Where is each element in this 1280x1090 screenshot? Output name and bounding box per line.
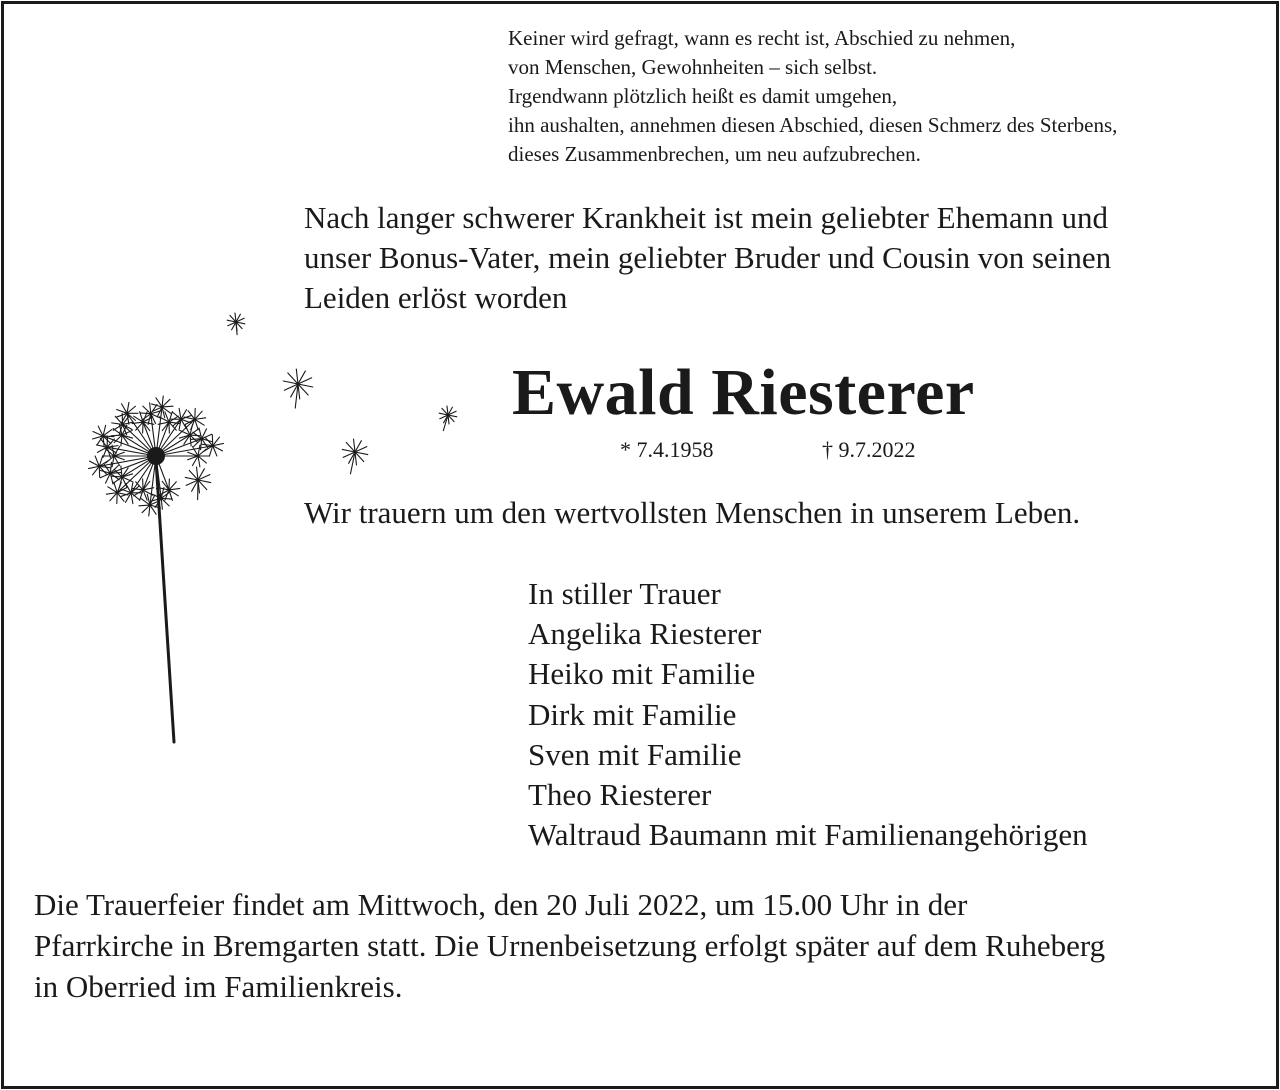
mourner-name: Dirk mit Familie <box>528 696 737 732</box>
intro-line: Leiden erlöst worden <box>304 280 568 315</box>
service-info <box>34 884 1105 1007</box>
poem-line: Keiner wird gefragt, wann es recht ist, Abschied zu nehmen, <box>508 26 1016 50</box>
mourner-name: Sven mit Familie <box>528 736 742 772</box>
deceased-name: Ewald Riesterer <box>512 356 975 429</box>
grief-statement: Wir trauern um den wertvollsten Menschen in unserem Leben. <box>304 495 1081 530</box>
death-date: † 9.7.2022 <box>822 437 916 462</box>
poem-line: dieses Zusammenbrechen, um neu aufzubrechen. <box>508 142 921 166</box>
poem-line: ihn aushalten, annehmen diesen Abschied, diesen Schmerz des Sterbens, <box>508 113 1118 137</box>
mourner-name: Angelika Riesterer <box>528 616 762 652</box>
intro-line: unser Bonus-Vater, mein geliebter Bruder und Cousin von seinen <box>304 240 1112 275</box>
poem-line: Irgendwann plötzlich heißt es damit umgehen, <box>508 84 898 108</box>
service-line: Die Trauerfeier findet am Mittwoch, den 20 Juli 2022, um 15.00 Uhr in der <box>34 887 968 922</box>
service-line: Pfarrkirche in Bremgarten statt. Die Urnenbeisetzung erfolgt später auf dem Ruheberg <box>34 928 1106 963</box>
mourners-list <box>528 574 1088 855</box>
service-line: in Oberried im Familienkreis. <box>34 969 403 1004</box>
mourner-name: Waltraud Baumann mit Familienangehörigen <box>528 817 1088 853</box>
mourners-heading: In stiller Trauer <box>528 576 721 611</box>
mourner-name: Heiko mit Familie <box>528 656 756 692</box>
poem-line: von Menschen, Gewohnheiten – sich selbst. <box>508 55 878 79</box>
poem <box>508 24 1117 169</box>
birth-date: * 7.4.1958 <box>620 437 714 462</box>
intro-line: Nach langer schwerer Krankheit ist mein geliebter Ehemann und <box>304 200 1108 235</box>
mourner-name: Theo Riesterer <box>528 777 712 813</box>
